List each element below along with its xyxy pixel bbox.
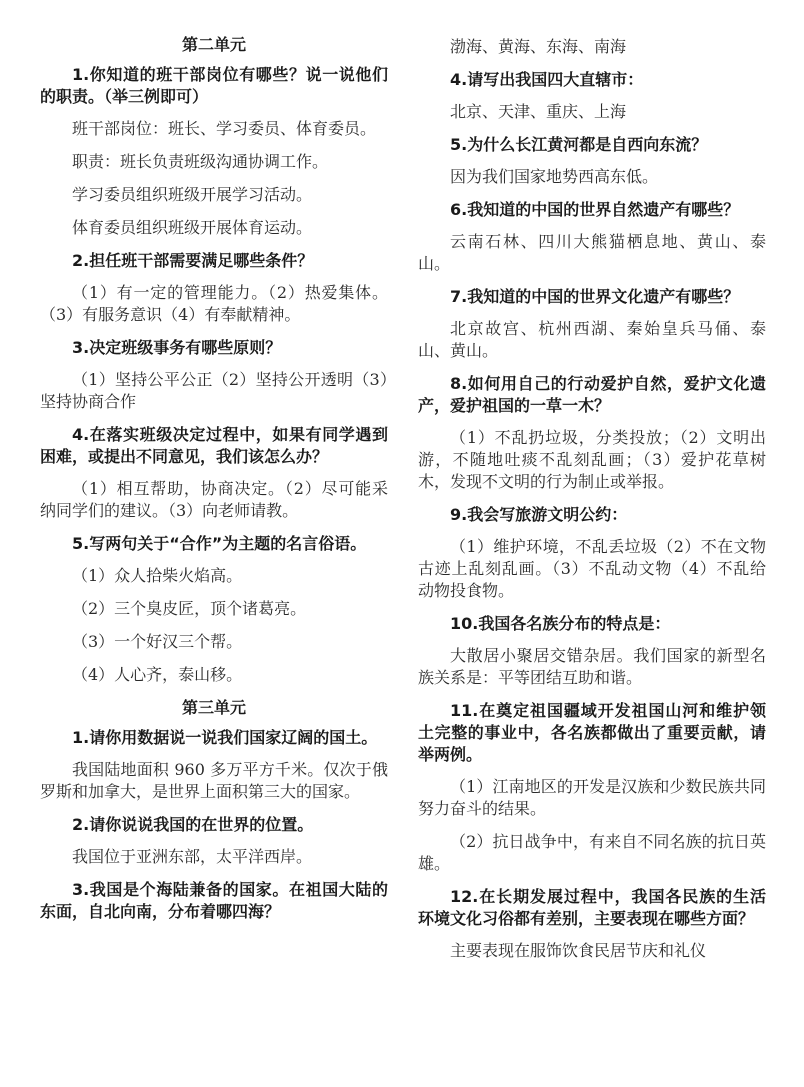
answer-3-1: 我国陆地面积 960 多万平方千米。仅次于俄罗斯和加拿大，是世界上面积第三大的国家。: [40, 760, 388, 801]
answer-3-4: 北京、天津、重庆、上海: [450, 102, 627, 121]
question-2-4: 4.在落实班级决定过程中，如果有同学遇到困难，或提出不同意见，我们该怎么办？: [40, 425, 388, 466]
answer-3-11-1: （1）江南地区的开发是汉族和少数民族共同努力奋斗的结果。: [418, 777, 766, 818]
answer-3-5: 因为我们国家地势西高东低。: [450, 167, 659, 186]
question-3-6: 6.我知道的中国的世界自然遗产有哪些？: [450, 200, 740, 219]
answer-3-11-2: （2）抗日战争中，有来自不同名族的抗日英雄。: [418, 832, 766, 873]
answer-3-2: 我国位于亚洲东部，太平洋西岸。: [72, 847, 313, 866]
question-3-12: 12.在长期发展过程中，我国各民族的生活环境文化习俗都有差别，主要表现在哪些方面？: [418, 887, 766, 928]
answer-3-10: 大散居小聚居交错杂居。我们国家的新型名族关系是：平等团结互助和谐。: [418, 646, 766, 687]
answer-2-1-duty-sports: 体育委员组织班级开展体育运动。: [72, 218, 313, 237]
left-column: [40, 30, 388, 933]
answer-2-5-1: （1）众人拾柴火焰高。: [72, 566, 243, 585]
answer-3-9: （1）维护环境，不乱丢垃圾（2）不在文物古迹上乱刻乱画。（3）不乱动文物（4）不乱给动物投食物。: [418, 537, 766, 600]
question-3-11: 11.在奠定祖国疆域开发祖国山河和维护领土完整的事业中，各名族都做出了重要贡献，请举两例。: [418, 701, 766, 764]
answer-3-7: 北京故宫、杭州西湖、秦始皇兵马俑、泰山、黄山。: [418, 319, 766, 360]
question-3-8: 8.如何用自己的行动爱护自然，爱护文化遗产，爱护祖国的一草一木？: [418, 374, 766, 415]
question-3-3: 3.我国是个海陆兼备的国家。在祖国大陆的东面，自北向南，分布着哪四海？: [40, 880, 388, 921]
question-3-4: 4.请写出我国四大直辖市：: [450, 70, 644, 89]
answer-2-5-3: （3）一个好汉三个帮。: [72, 632, 243, 651]
question-3-1: 1.请你用数据说一说我们国家辽阔的国土。: [72, 728, 378, 747]
answer-2-5-2: （2）三个臭皮匠，顶个诸葛亮。: [72, 599, 307, 618]
question-3-7: 7.我知道的中国的世界文化遗产有哪些？: [450, 287, 740, 306]
question-3-2: 2.请你说说我国的在世界的位置。: [72, 815, 314, 834]
answer-2-2: （1）有一定的管理能力。（2）热爱集体。（3）有服务意识（4）有奉献精神。: [40, 283, 388, 324]
answer-2-1-duty-monitor: 职责：班长负责班级沟通协调工作。: [72, 152, 329, 171]
answer-3-6: 云南石林、四川大熊猫栖息地、黄山、泰山。: [418, 232, 766, 273]
question-3-5: 5.为什么长江黄河都是自西向东流？: [450, 135, 708, 154]
answer-3-12: 主要表现在服饰饮食民居节庆和礼仪: [450, 941, 707, 960]
question-3-9: 9.我会写旅游文明公约：: [450, 505, 628, 524]
answer-3-3-seas: 渤海、黄海、东海、南海: [450, 37, 627, 56]
question-3-10: 10.我国各名族分布的特点是：: [450, 614, 671, 633]
answer-2-3: （1）坚持公平公正（2）坚持公开透明（3）坚持协商合作: [40, 370, 388, 411]
question-2-5: 5.写两句关于“合作”为主题的名言俗语。: [72, 534, 367, 553]
answer-2-4: （1）相互帮助，协商决定。（2）尽可能采纳同学们的建议。（3）向老师请教。: [40, 479, 388, 520]
question-2-2: 2.担任班干部需要满足哪些条件？: [72, 251, 314, 270]
answer-3-8: （1）不乱扔垃圾，分类投放；（2）文明出游，不随地吐痰不乱刻乱画；（3）爱护花草树木，发现不文明的行为制止或举报。: [418, 428, 766, 491]
right-column: [418, 36, 766, 973]
answer-2-5-4: （4）人心齐，泰山移。: [72, 665, 243, 684]
answer-2-1-positions: 班干部岗位：班长、学习委员、体育委员。: [72, 119, 377, 138]
unit-2-title: 第二单元: [181, 35, 246, 54]
question-2-1: 1.你知道的班干部岗位有哪些？说一说他们的职责。（举三例即可）: [40, 65, 388, 106]
answer-2-1-duty-study: 学习委员组织班级开展学习活动。: [72, 185, 313, 204]
unit-3-title: 第三单元: [181, 698, 246, 717]
question-2-3: 3.决定班级事务有哪些原则？: [72, 338, 282, 357]
